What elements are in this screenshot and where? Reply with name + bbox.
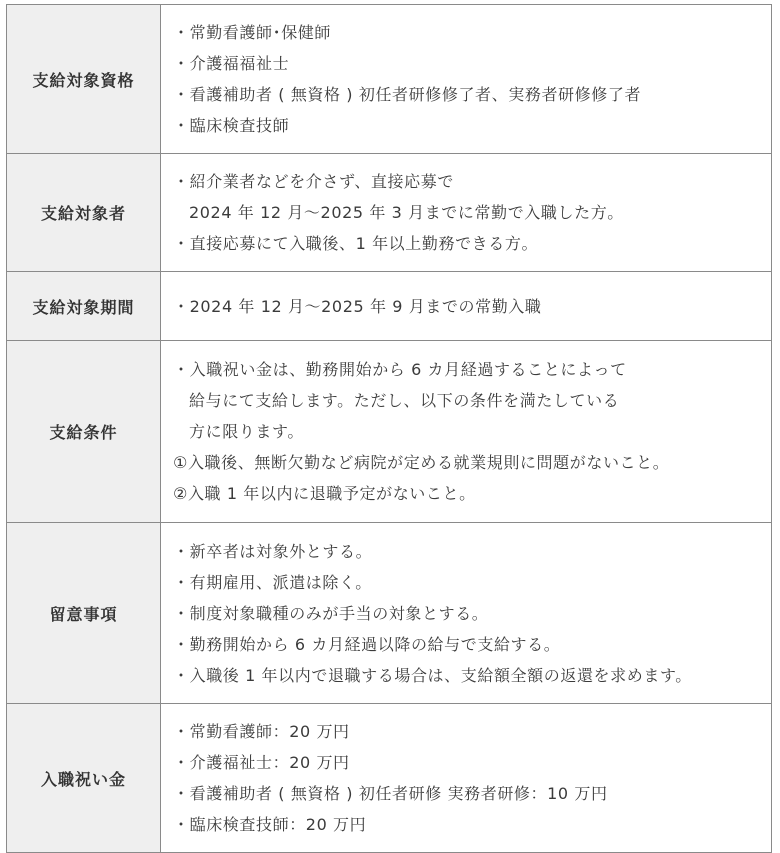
list-item: ・ 介護福祉士：20 万円 [173,747,771,778]
list-item-continuation: 給与にて支給します。ただし、以下の条件を満たしている [189,391,620,410]
row-content [161,523,772,704]
list-item: ・ 入職後 1 年以内で退職する場合は、支給額全額の返還を求めます。 [173,660,771,691]
list-item: ・ 臨床検査技師 [173,110,771,141]
list-item: ・ 看護補助者 ( 無資格 ) 初任者研修修了者、実務者研修修了者 [173,79,771,110]
table-row [7,704,772,853]
list-item: ・ 2024 年 12 月～2025 年 9 月までの常勤入職 [173,291,771,322]
list-item: ・ 常勤看護師･保健師 [173,17,771,48]
table-row [7,341,772,523]
numbered-condition: ①入職後、無断欠勤など病院が定める就業規則に問題がないこと。 [173,453,670,472]
list-item: ・ 新卒者は対象外とする。 [173,536,771,567]
list-item: ・ 紹介業者などを介さず、直接応募で [173,166,771,197]
table-row [7,272,772,341]
row-heading: 入職祝い金 [7,704,161,853]
list-item: ・ 介護福福祉士 [173,48,771,79]
list-item: ・ 看護補助者 ( 無資格 ) 初任者研修 実務者研修：10 万円 [173,778,771,809]
list-item: ・ 有期雇用、派遣は除く。 [173,567,771,598]
list-item: ・ 制度対象職種のみが手当の対象とする。 [173,598,771,629]
row-content [161,341,772,523]
list-item: ・ 勤務開始から 6 カ月経過以降の給与で支給する。 [173,629,771,660]
row-content [161,272,772,341]
row-content [161,5,772,154]
conditions-table-wrapper [6,4,772,853]
row-heading: 留意事項 [7,523,161,704]
list-item: ・ 入職祝い金は、勤務開始から 6 カ月経過することによって [173,354,771,385]
row-content [161,704,772,853]
numbered-condition: ②入職 1 年以内に退職予定がないこと。 [173,484,476,503]
table-row [7,523,772,704]
row-content [161,154,772,272]
row-heading: 支給対象資格 [7,5,161,154]
list-item-continuation: 方に限ります。 [189,422,304,441]
table-row [7,154,772,272]
row-heading: 支給条件 [7,341,161,523]
table-row [7,5,772,154]
list-item: ・ 常勤看護師：20 万円 [173,716,771,747]
row-heading: 支給対象期間 [7,272,161,341]
list-item: ・ 臨床検査技師：20 万円 [173,809,771,840]
list-item: ・ 直接応募にて入職後、1 年以上勤務できる方。 [173,228,771,259]
list-item-continuation: 2024 年 12 月～2025 年 3 月までに常勤で入職した方。 [189,203,624,222]
row-heading: 支給対象者 [7,154,161,272]
conditions-table [6,4,772,853]
